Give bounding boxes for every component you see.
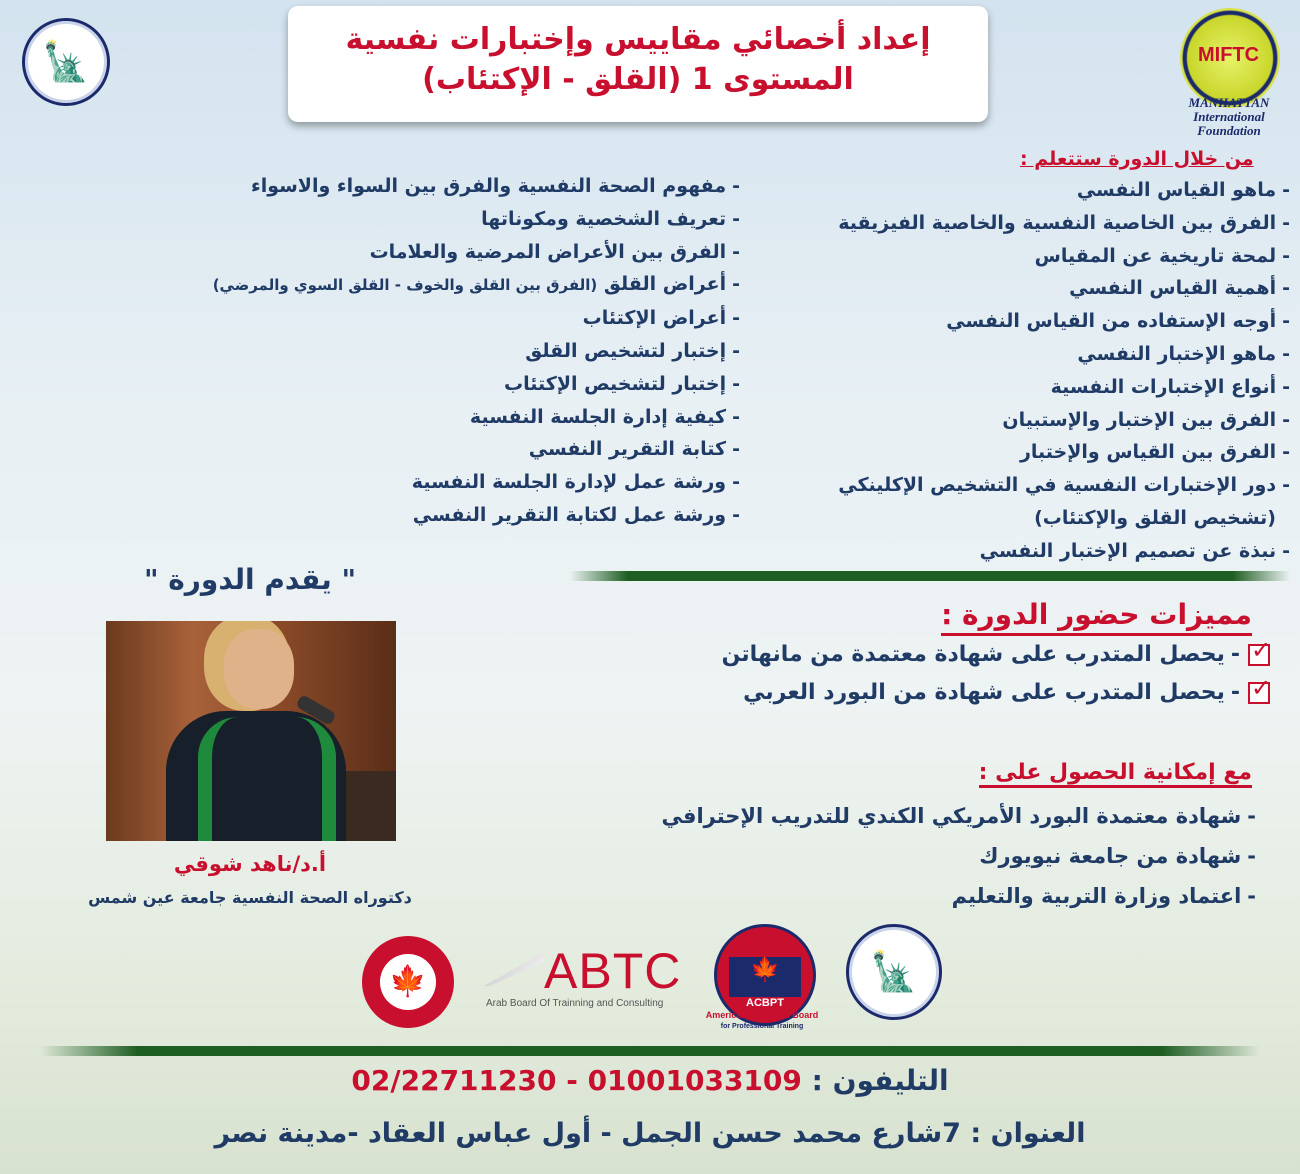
learn-list-left [213,170,740,532]
list-item: -أعراض القلق (الفرق بين القلق والخوف - القلق السوي والمرضي) [212,273,740,296]
list-item: -كيفية إدارة الجلسة النفسية [469,405,740,428]
presenter-photo [106,621,396,841]
checkmark-icon: ✓ [1251,635,1272,664]
statue-of-liberty-icon: 🗽 [870,949,918,994]
list-item: -اعتماد وزارة التربية والتعليم [951,884,1256,908]
list-item: -لمحة تاريخية عن المقياس [1034,244,1290,267]
learn-list-right [838,174,1290,568]
list-item: -شهادة من جامعة نيويورك [979,844,1256,868]
list-item: -أعراض الإكتئاب [582,307,740,330]
abtc-arrow-icon [484,952,544,986]
presenter-head-shape [224,629,294,709]
list-item: -ورشة عمل لكتابة التقرير النفسي [412,503,740,526]
presenter-credentials: دكتوراه الصحة النفسية جامعة عين شمس [88,888,412,907]
statue-of-liberty-icon: 🗽 [42,39,90,84]
list-item: -ماهو الإختبار النفسي [1077,342,1290,365]
presenter-name: أ.د/ناهد شوقي [173,852,327,876]
list-item: -كتابة التقرير النفسي [528,438,740,461]
abtc-logo-text: ABTC [544,943,682,999]
acbpt-caption-small: for Professional Training [720,1023,804,1030]
liberty-seal-logo-top [22,18,110,106]
list-item: -الفرق بين الإختبار والإستبيان [1002,408,1290,431]
list-item: -إختبار لتشخيص الإكتئاب [504,372,740,395]
phone-label: التليفون : [811,1064,949,1097]
list-item: -إختبار لتشخيص القلق [525,339,740,362]
possibility-list [661,796,1256,916]
maple-leaf-icon: 🍁 [389,963,427,999]
checkmark-icon: ✓ [1251,673,1272,702]
maple-leaf-icon: 🍁 [750,955,780,984]
acbpt-logo-text: ACBPT [746,997,784,1009]
feature-item: ✓ - يحصل المتدرب على شهادة من البورد العربي [743,673,1272,705]
phone-numbers: 02/22711230 - 01001033109 [351,1064,802,1097]
manhattan-foundation-name: MANHATTAN International Foundation [1188,95,1270,138]
liberty-seal-logo-bottom [846,924,942,1020]
manhattan-foundation-logo [1180,8,1280,108]
features-heading: مميزات حضور الدورة : [941,598,1252,636]
list-item: -ورشة عمل لإدارة الجلسة النفسية [411,471,740,494]
acbpt-caption [690,1010,834,1032]
list-item: -شهادة معتمدة البورد الأمريكي الكندي للتدريب الإحترافي [661,804,1256,828]
abtc-logo [484,942,682,1017]
checkbox-icon [1248,673,1272,704]
possibility-heading: مع إمكانية الحصول على : [979,760,1252,788]
title-box [288,6,988,122]
address-line: العنوان : 7شارع محمد حسن الجمل - أول عباس العقاد -مدينة نصر [214,1118,1086,1149]
course-title: إعداد أخصائي مقاييس وإختبارات نفسية [345,22,931,57]
list-item: -أنواع الإختبارات النفسية [1050,375,1290,398]
acbpt-caption-main: American Canadian Board [705,1010,819,1020]
list-item: -نبذة عن تصميم الإختبار النفسي [979,539,1290,562]
list-item: -أهمية القياس النفسي [1069,277,1290,300]
list-item: -مفهوم الصحة النفسية والفرق بين السواء والاسواء [250,175,740,197]
course-level: المستوى 1 (القلق - الإكتئاب) [422,62,854,97]
list-item: -تعريف الشخصية ومكوناتها [481,207,740,230]
feature-item: ✓ - يحصل المتدرب على شهادة معتمدة من مانهاتن [721,635,1272,667]
checkbox-icon [1248,635,1272,666]
presenter-heading: " يقدم الدورة " [143,563,357,596]
list-item: -ماهو القياس النفسي [1076,179,1290,201]
list-item: -أوجه الإستفاده من القياس النفسي [946,310,1290,333]
list-item: -الفرق بين الخاصية النفسية والخاصية الفيزيقية [838,211,1290,234]
academic-sash-shape [198,717,336,841]
list-item: -دور الإختبارات النفسية في التشخيص الإكلينكي [838,474,1290,497]
list-item: -الفرق بين الأعراض المرضية والعلامات [369,240,740,263]
toronto-university-logo [362,936,454,1028]
learn-heading: من خلال الدورة ستتعلم : [1020,148,1254,170]
abtc-logo-subtitle: Arab Board Of Trainning and Consulting [486,998,664,1009]
list-item-note: (الفرق بين القلق والخوف - القلق السوي والمرضي) [212,276,598,295]
phone-line [0,1064,1300,1097]
footer-divider [40,1046,1260,1056]
mi-logo-text: MIFTC [1198,44,1260,66]
list-item: -الفرق بين القياس والإختبار [1019,441,1290,464]
list-item-continuation: (تشخيص القلق والإكتئاب) [1034,506,1276,529]
section-divider [570,571,1290,581]
